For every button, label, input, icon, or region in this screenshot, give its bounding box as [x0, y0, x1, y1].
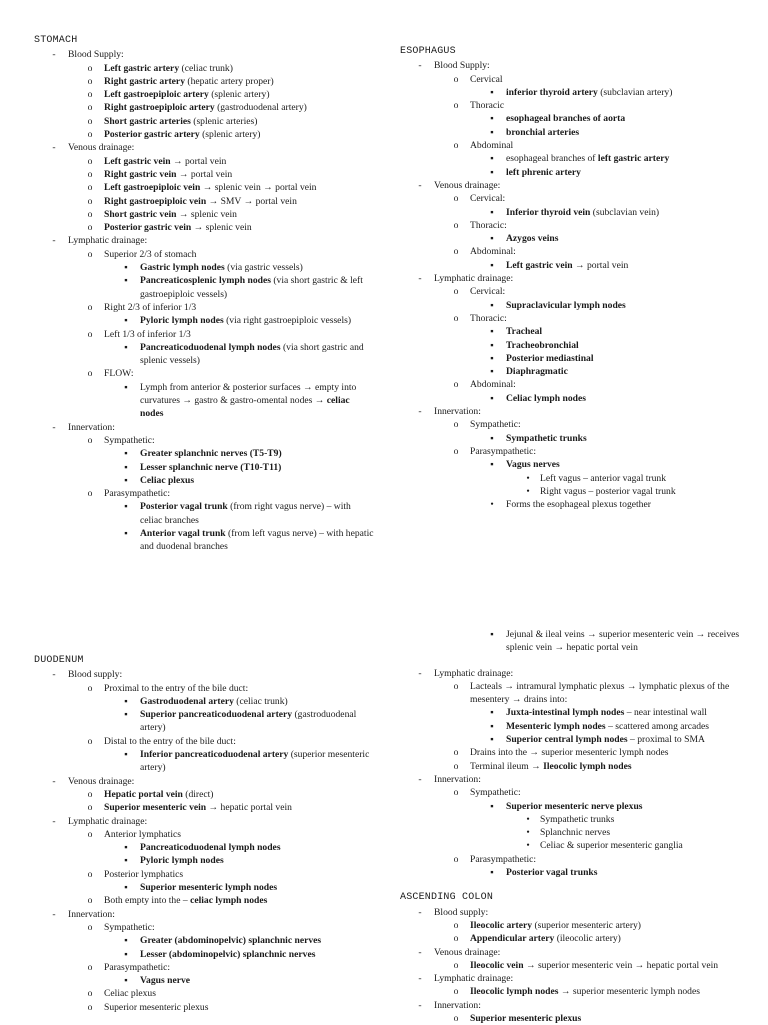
list-item: o Anterior lymphatics — [87, 828, 181, 840]
list-item: o Sympathetic: — [453, 419, 521, 431]
list-item: ▪ esophageal branches of aorta — [490, 113, 626, 125]
list-item: ▪ Tracheobronchial — [490, 339, 579, 351]
list-item: ▪ Diaphragmatic — [490, 366, 568, 378]
list-item: ▪ Vagus nerve — [124, 975, 191, 987]
list-item: o Hepatic portal vein (direct) — [87, 788, 214, 800]
list-item: o Right 2/3 of inferior 1/3 — [87, 301, 197, 313]
list-item: o Drains into the → superior mesenteric lymph nodes — [453, 747, 669, 759]
lymphatic-drainage-item: - Lymphatic drainage: — [52, 815, 148, 827]
innervation-item: - Innervation: — [418, 406, 481, 418]
spacer — [400, 879, 745, 891]
list-item: ▪ Lesser (abdominopelvic) splanchnic nerves — [124, 948, 316, 960]
list-item: ▪ Lymph from anterior & posterior surfaces → empty into curvatures → gastro & gastro-omental nodes → celiac nodes — [124, 381, 357, 420]
list-item: o Superior 2/3 of stomach — [87, 248, 197, 260]
list-item: o Cervical: — [453, 193, 506, 205]
list-item: o Ileocolic vein → superior mesenteric vein → hepatic portal vein — [453, 959, 719, 971]
list-item: o Ileocolic lymph nodes → superior mesenteric lymph nodes — [453, 986, 700, 998]
lymphatic-drainage-item: - Lymphatic drainage: — [418, 973, 514, 985]
list-item: ▪ Vagus nerves — [490, 459, 560, 471]
list-item: ▪ Juxta-intestinal lymph nodes – near intestinal wall — [490, 707, 707, 719]
list-item: o FLOW: — [87, 368, 134, 380]
list-item: o Celiac plexus — [87, 988, 156, 1000]
list-item: o Abdominal — [453, 140, 514, 152]
list-item: • Celiac & superior mesenteric ganglia — [526, 840, 683, 852]
list-item: o Appendicular artery (ileocolic artery) — [453, 933, 621, 945]
list-item: • Splanchnic nerves — [526, 827, 611, 839]
list-item: o Thoracic: — [453, 219, 507, 231]
section-title: ASCENDING COLON — [400, 892, 494, 904]
section-title: STOMACH — [34, 35, 78, 46]
list-item: ▪ Gastric lymph nodes (via gastric vessels) — [124, 262, 303, 274]
list-item: • Forms the esophageal plexus together — [490, 499, 651, 511]
list-item: o Cervical — [453, 73, 503, 85]
list-item: o Proximal to the entry of the bile duct: — [87, 682, 249, 694]
list-item: ▪ Superior mesenteric nerve plexus — [490, 800, 643, 812]
list-item: o Both empty into the – celiac lymph nodes — [87, 895, 268, 907]
list-item: ▪ Left gastric vein → portal vein — [490, 259, 629, 271]
blood-supply-item: - Blood Supply: — [52, 49, 124, 61]
list-item: o Sympathetic: — [453, 787, 521, 799]
list-item: o Parasympathetic: — [87, 488, 171, 500]
venous-drainage-item: - Venous drainage: — [52, 775, 135, 787]
list-item: o Sympathetic: — [87, 921, 155, 933]
list-item: o Right gastric vein → portal vein — [87, 168, 233, 180]
list-item: o Left gastric artery (celiac trunk) — [87, 62, 233, 74]
list-item: ▪ Pyloric lymph nodes — [124, 855, 224, 867]
list-item: ▪ Mesenteric lymph nodes – scattered among arcades — [490, 720, 710, 732]
list-item: ▪ Supraclavicular lymph nodes — [490, 299, 626, 311]
list-item: ▪ Inferior thyroid vein (subclavian vein) — [490, 206, 660, 218]
list-item: o Parasympathetic: — [453, 445, 537, 457]
list-item: ▪ Pyloric lymph nodes (via right gastroepiploic vessels) — [124, 315, 352, 327]
jejunum-ileum-section — [400, 628, 745, 1025]
list-item: o Superior mesenteric plexus — [87, 1001, 209, 1013]
list-item: o Sympathetic: — [87, 434, 155, 446]
section-title: DUODENUM — [34, 655, 84, 666]
list-item: ▪ Lesser splanchnic nerve (T10-T11) — [124, 461, 282, 473]
list-item: o Distal to the entry of the bile duct: — [87, 735, 236, 747]
innervation-item: - Innervation: — [418, 999, 481, 1011]
blood-supply-item: - Blood Supply: — [418, 60, 490, 72]
list-item: ▪ Jejunal & ileal veins → superior mesenteric vein → receives splenic vein → hepatic portal vein — [490, 629, 740, 654]
lymphatic-drainage-item: - Lymphatic drainage: — [418, 667, 514, 679]
list-item: o Right gastroepiploic vein → SMV → portal vein — [87, 195, 297, 207]
venous-drainage-item: - Venous drainage: — [418, 946, 501, 958]
innervation-item: - Innervation: — [52, 908, 115, 920]
list-item: ▪ Superior mesenteric lymph nodes — [124, 882, 278, 894]
list-item: ▪ Superior pancreaticoduodenal artery (gastroduodenal artery) — [124, 709, 357, 734]
innervation-item: - Innervation: — [52, 421, 115, 433]
list-item: o Superior mesenteric plexus — [453, 1013, 582, 1025]
spacer — [400, 655, 745, 667]
list-item: ▪ Sympathetic trunks — [490, 432, 587, 444]
esophagus-section — [400, 45, 745, 511]
venous-drainage-item: - Venous drainage: — [52, 142, 135, 154]
list-item: ▪ Posterior vagal trunk (from right vagus nerve) – with celiac branches — [124, 501, 351, 526]
lymphatic-drainage-item: - Lymphatic drainage: — [52, 235, 148, 247]
list-item: ▪ Posterior vagal trunks — [490, 867, 598, 879]
list-item: ▪ esophageal branches of left gastric artery — [490, 153, 670, 165]
list-item: o Left gastroepiploic artery (splenic artery) — [87, 89, 270, 101]
list-item: o Cervical: — [453, 286, 506, 298]
list-item: o Left 1/3 of inferior 1/3 — [87, 328, 191, 340]
list-item: ▪ Inferior pancreaticoduodenal artery (superior mesenteric artery) — [124, 749, 370, 774]
list-item: ▪ Pancreaticoduodenal lymph nodes (via short gastric and splenic vessels) — [124, 341, 364, 367]
list-item: o Thoracic: — [453, 312, 507, 324]
blood-supply-item: - Blood supply: — [52, 669, 123, 681]
list-item: ▪ Tracheal — [490, 326, 543, 338]
list-item: ▪ left phrenic artery — [490, 166, 581, 178]
list-item: o Short gastric arteries (splenic arteries) — [87, 115, 258, 127]
list-item: ▪ Superior central lymph nodes – proximal to SMA — [490, 734, 705, 746]
list-item: ▪ Azygos veins — [490, 233, 559, 245]
list-item: ▪ Greater (abdominopelvic) splanchnic nerves — [124, 935, 322, 947]
list-item: o Ileocolic artery (superior mesenteric artery) — [453, 919, 642, 931]
list-item: o Superior mesenteric vein → hepatic portal vein — [87, 802, 292, 814]
lymphatic-drainage-item: - Lymphatic drainage: — [418, 273, 514, 285]
list-item: ▪ Celiac plexus — [124, 474, 195, 486]
list-item: ▪ Pancreaticoduodenal lymph nodes — [124, 842, 281, 854]
innervation-item: - Innervation: — [418, 773, 481, 785]
list-item: • Sympathetic trunks — [526, 813, 615, 825]
list-item: ▪ Posterior mediastinal — [490, 352, 594, 364]
list-item: ▪ Anterior vagal trunk (from left vagus nerve) – with hepatic and duodenal branches — [124, 527, 374, 553]
list-item: o Abdominal: — [453, 379, 516, 391]
list-item: o Parasympathetic: — [87, 961, 171, 973]
list-item: o Lacteals → intramural lymphatic plexus → lymphatic plexus of the mesentery → drains into: — [453, 680, 730, 706]
list-item: o Posterior lymphatics — [87, 868, 184, 880]
list-item: o Terminal ileum → Ileocolic lymph nodes — [453, 760, 632, 772]
list-item: • Left vagus – anterior vagal trunk — [526, 472, 667, 484]
list-item: ▪ bronchial arteries — [490, 126, 580, 138]
list-item: o Thoracic — [453, 100, 505, 112]
list-item: o Parasympathetic: — [453, 853, 537, 865]
section-title: ESOPHAGUS — [400, 46, 456, 57]
duodenum-section — [34, 654, 374, 1014]
list-item: o Posterior gastric artery (splenic artery) — [87, 129, 261, 141]
list-item: ▪ Pancreaticosplenic lymph nodes (via short gastric & left gastroepiploic vessels) — [124, 275, 363, 300]
list-item: o Posterior gastric vein → splenic vein — [87, 222, 252, 234]
stomach-section — [34, 34, 374, 554]
list-item: o Right gastric artery (hepatic artery proper) — [87, 75, 274, 87]
list-item: ▪ Gastroduodenal artery (celiac trunk) — [124, 695, 288, 707]
list-item: ▪ inferior thyroid artery (subclavian artery) — [490, 86, 673, 98]
list-item: • Right vagus – posterior vagal trunk — [526, 485, 676, 497]
list-item: ▪ Greater splanchnic nerves (T5-T9) — [124, 448, 282, 460]
list-item: o Left gastroepiploic vein → splenic vein → portal vein — [87, 182, 317, 194]
blood-supply-item: - Blood supply: — [418, 906, 489, 918]
list-item: o Right gastroepiploic artery (gastroduodenal artery) — [87, 102, 307, 114]
venous-drainage-item: - Venous drainage: — [418, 179, 501, 191]
list-item: o Left gastric vein → portal vein — [87, 155, 227, 167]
list-item: ▪ Celiac lymph nodes — [490, 392, 586, 404]
list-item: o Abdominal: — [453, 246, 516, 258]
list-item: o Short gastric vein → splenic vein — [87, 208, 237, 220]
